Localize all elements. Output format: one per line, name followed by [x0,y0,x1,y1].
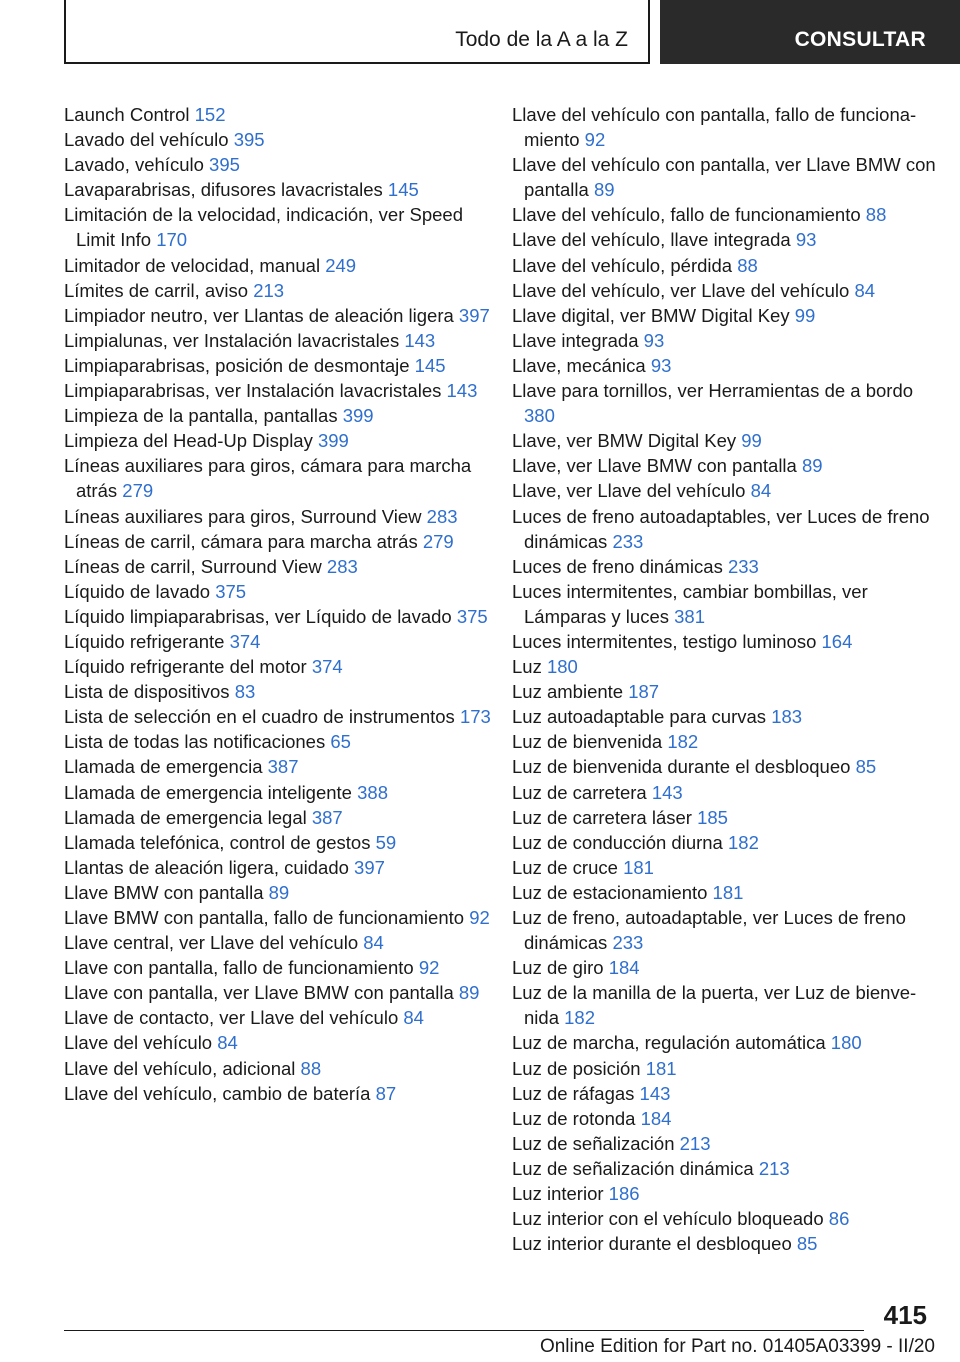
entry-page-link[interactable]: 65 [330,731,351,753]
entry-page-link[interactable]: 233 [612,530,644,552]
entry-term: Llave, ver Llave del vehículo [512,480,746,502]
entry-term: Llave, mecánica [512,354,646,376]
index-entry [64,980,504,1005]
entry-page-link[interactable]: 184 [640,1107,672,1129]
index-entry [512,328,942,353]
entry-term: Limpiaparabrisas, ver Instalación lavacristales [64,380,442,402]
index-entry [64,202,504,252]
entry-page-link[interactable]: 183 [771,706,803,728]
entry-page-link[interactable]: 99 [741,430,762,452]
entry-page-link[interactable]: 181 [645,1057,677,1079]
entry-term: Luz de bienvenida [512,731,663,753]
index-entry [64,1056,504,1081]
entry-page-link[interactable]: 374 [311,656,343,678]
index-entry [512,478,942,503]
index-entry [64,378,504,403]
entry-term: Lista de todas las notificaciones [64,731,326,753]
index-entry [512,955,942,980]
entry-page-link[interactable]: 86 [828,1208,850,1230]
index-entry [64,930,504,955]
entry-term: Llave del vehículo con pantalla, fallo de funcionamiento [512,104,917,151]
index-entry [512,1206,942,1231]
entry-page-link[interactable]: 85 [796,1233,818,1255]
index-entry [64,428,504,453]
entry-term: Líneas de carril, cámara para marcha atrás [64,530,418,552]
index-entry [512,905,942,955]
entry-term: Luz de rotonda [512,1107,636,1129]
entry-page-link[interactable]: 99 [794,304,816,326]
entry-term: Líquido refrigerante [64,630,225,652]
entry-page-link[interactable]: 173 [459,706,491,728]
index-entry [64,177,504,202]
entry-page-link[interactable]: 84 [363,932,384,954]
entry-term: Luz de giro [512,957,604,979]
entry-page-link[interactable]: 399 [342,405,374,427]
index-entry [64,152,504,177]
entry-page-link[interactable]: 283 [426,505,458,527]
entry-term: Luz autoadaptable para curvas [512,706,767,728]
entry-term: Llave digital, ver BMW Digital Key [512,304,790,326]
entry-term: Llave, ver Llave BMW con pantalla [512,455,797,477]
entry-term: Llantas de aleación ligera, cuidado [64,856,349,878]
index-entry [64,679,504,704]
entry-term: Llave de contacto, ver Llave del vehículo [64,1007,399,1029]
entry-page-link[interactable]: 184 [608,957,640,979]
entry-term: Lavaparabrisas, difusores lavacristales [64,179,383,201]
index-entry [512,980,942,1030]
entry-page-link[interactable]: 181 [712,881,744,903]
index-entry [64,880,504,905]
index-entry [64,127,504,152]
entry-page-link[interactable]: 92 [584,129,606,151]
entry-term: Luz de carretera [512,781,647,803]
entry-term: Llave del vehículo [64,1032,213,1054]
entry-term: Límites de carril, aviso [64,279,249,301]
entry-page-link[interactable]: 143 [404,329,436,351]
chapter-title: CONSULTAR [794,28,926,51]
index-entry [64,704,504,729]
entry-term: Limpieza de la pantalla, pantallas [64,405,338,427]
entry-page-link[interactable]: 182 [564,1007,595,1029]
entry-page-link[interactable]: 143 [651,781,683,803]
entry-term: Limitación de la velocidad, indicación, ver Speed Limit Info [64,204,464,251]
entry-page-link[interactable]: 143 [446,380,478,402]
entry-term: Llave del vehículo con pantalla, ver Llave BMW con pantalla [512,154,936,201]
index-entry [64,328,504,353]
index-entry [512,780,942,805]
index-entry [512,554,942,579]
page-number: 415 [883,1300,927,1330]
entry-term: Luz de posición [512,1057,641,1079]
index-entry [512,1181,942,1206]
entry-term: Luz de señalización dinámica [512,1157,754,1179]
entry-page-link[interactable]: 375 [456,605,488,627]
entry-term: Luz interior durante el desbloqueo [512,1233,792,1255]
entry-term: Luz de señalización [512,1132,675,1154]
entry-term: Llave con pantalla, ver Llave BMW con pantalla [64,982,454,1004]
index-entry [64,579,504,604]
index-entry [512,1030,942,1055]
entry-term: Llave del vehículo, pérdida [512,254,733,276]
index-entry [512,303,942,328]
section-title: Todo de la A a la Z [455,28,628,51]
index-entry [64,1005,504,1030]
entry-term: Llave, ver BMW Digital Key [512,430,737,452]
entry-term: Llave del vehículo, ver Llave del vehículo [512,279,850,301]
entry-term: Luces intermitentes, testigo luminoso [512,630,817,652]
index-entry [512,1131,942,1156]
entry-page-link[interactable]: 83 [234,681,256,703]
entry-term: Líneas auxiliares para giros, Surround View [64,505,422,527]
entry-page-link[interactable]: 185 [697,806,728,828]
index-entry [512,1231,942,1256]
index-entry [64,805,504,830]
index-entry [512,202,942,227]
index-entry [64,453,504,503]
index-entry [64,403,504,428]
entry-term: Llamada telefónica, control de gestos [64,831,371,853]
entry-page-link[interactable]: 59 [375,831,397,853]
entry-term: Luz de cruce [512,856,618,878]
entry-page-link[interactable]: 395 [209,154,240,176]
entry-term: Llave del vehículo, cambio de batería [64,1082,371,1104]
index-entry [64,1030,504,1055]
entry-term: Luz de freno, autoadaptable, ver Luces de freno dinámicas [512,907,906,954]
entry-term: Luz de marcha, regulación automática [512,1032,826,1054]
index-entry [512,1081,942,1106]
entry-page-link[interactable]: 89 [458,982,480,1004]
entry-term: Llamada de emergencia [64,756,263,778]
entry-term: Luz [512,656,542,678]
entry-page-link[interactable]: 145 [387,179,419,201]
index-entry [64,102,504,127]
header-section-box [64,0,650,64]
index-entry [64,253,504,278]
index-entry [512,453,942,478]
index-entry [512,353,942,378]
entry-term: Llave BMW con pantalla [64,881,264,903]
entry-term: Líquido refrigerante del motor [64,656,307,678]
entry-page-link[interactable]: 279 [422,530,454,552]
entry-term: Luz de bienvenida durante el desbloqueo [512,756,851,778]
entry-page-link[interactable]: 182 [667,731,699,753]
entry-page-link[interactable]: 87 [375,1082,397,1104]
entry-term: Luz de la manilla de la puerta, ver Luz de bienvenida [512,982,917,1029]
entry-term: Llave con pantalla, fallo de funcionamiento [64,957,414,979]
entry-term: Llave del vehículo, fallo de funcionamiento [512,204,861,226]
entry-page-link[interactable]: 397 [354,856,385,878]
entry-term: Limpiador neutro, ver Llantas de aleación ligera [64,304,454,326]
entry-page-link[interactable]: 170 [156,229,188,251]
entry-page-link[interactable]: 145 [414,354,446,376]
entry-page-link[interactable]: 84 [403,1007,424,1029]
entry-page-link[interactable]: 397 [458,304,490,326]
index-entry [512,102,942,152]
entry-term: Limpiaparabrisas, posición de desmontaje [64,354,410,376]
index-entry [512,1156,942,1181]
entry-term: Launch Control [64,104,190,125]
entry-page-link[interactable]: 388 [357,781,388,803]
entry-term: Luz de ráfagas [512,1082,635,1104]
index-entry [64,654,504,679]
index-entry [512,729,942,754]
entry-term: Luz de carretera láser [512,806,692,828]
index-entry [64,855,504,880]
entry-page-link[interactable]: 283 [326,555,358,577]
index-entry [64,754,504,779]
entry-page-link[interactable]: 164 [821,630,853,652]
index-entry [64,278,504,303]
footer-edition: Online Edition for Part no. 01405A03399 - II/20 [539,1336,935,1357]
entry-page-link[interactable]: 399 [317,430,349,452]
index-entry [512,880,942,905]
entry-term: Líquido de lavado [64,580,211,602]
entry-page-link[interactable]: 92 [418,957,440,979]
index-entry [64,529,504,554]
entry-page-link[interactable]: 84 [217,1032,238,1054]
entry-page-link[interactable]: 88 [737,254,758,276]
index-entry [512,679,942,704]
footer-divider [64,1330,864,1331]
entry-page-link[interactable]: 233 [727,555,759,577]
index-entry [64,780,504,805]
entry-term: Luz interior con el vehículo bloqueado [512,1208,824,1230]
entry-page-link[interactable]: 93 [643,329,665,351]
index-entry [64,303,504,328]
index-entry [512,504,942,554]
entry-page-link[interactable]: 152 [194,104,226,125]
entry-page-link[interactable]: 93 [650,354,672,376]
entry-page-link[interactable]: 181 [623,856,654,878]
index-entry [512,152,942,202]
entry-page-link[interactable]: 180 [546,656,578,678]
entry-term: Luces de freno autoadaptables, ver Luces de freno dinámicas [512,505,930,552]
entry-page-link[interactable]: 213 [679,1132,711,1154]
entry-term: Lista de selección en el cuadro de instrumentos [64,706,455,728]
entry-term: Líquido limpiaparabrisas, ver Líquido de lavado [64,605,452,627]
entry-term: Lista de dispositivos [64,681,230,703]
index-entry [64,629,504,654]
entry-page-link[interactable]: 89 [801,455,823,477]
index-entry [512,378,942,428]
entry-term: Llave del vehículo, llave integrada [512,229,791,251]
entry-page-link[interactable]: 84 [750,480,772,502]
entry-page-link[interactable]: 143 [639,1082,671,1104]
entry-page-link[interactable]: 85 [855,756,877,778]
entry-term: Llave para tornillos, ver Herramientas de a bordo [512,380,914,402]
entry-page-link[interactable]: 84 [854,279,876,301]
entry-page-link[interactable]: 187 [628,681,660,703]
index-entry [512,855,942,880]
entry-page-link[interactable]: 279 [122,480,154,502]
index-entry [64,604,504,629]
entry-page-link[interactable]: 88 [300,1057,322,1079]
entry-term: Llave central, ver Llave del vehículo [64,932,359,954]
entry-page-link[interactable]: 213 [253,279,285,301]
index-entry [512,704,942,729]
entry-term: Llamada de emergencia legal [64,806,307,828]
index-entry [64,955,504,980]
entry-term: Llave BMW con pantalla, fallo de funcionamiento [64,907,465,928]
entry-term: Limpieza del Head-Up Display [64,430,313,452]
entry-page-link[interactable]: 92 [469,907,490,928]
index-entry [64,1081,504,1106]
index-entry [512,754,942,779]
index-entry [512,253,942,278]
index-entry [512,805,942,830]
index-entry [64,729,504,754]
entry-page-link[interactable]: 88 [865,204,887,226]
index-entry [64,353,504,378]
entry-page-link[interactable]: 213 [758,1157,790,1179]
entry-term: Llamada de emergencia inteligente [64,781,352,803]
entry-term: Limitador de velocidad, manual [64,254,321,276]
entry-term: Líneas auxiliares para giros, cámara para marcha atrás [64,455,472,502]
entry-page-link[interactable]: 180 [830,1032,862,1054]
index-column-left [64,102,504,1106]
entry-term: Limpialunas, ver Instalación lavacristales [64,329,400,351]
index-entry [64,504,504,529]
entry-page-link[interactable]: 380 [524,405,555,427]
entry-term: Luz de conducción diurna [512,831,723,853]
entry-term: Luz de estacionamiento [512,881,708,903]
entry-page-link[interactable]: 182 [728,831,759,853]
index-entry [512,227,942,252]
entry-page-link[interactable]: 93 [795,229,817,251]
index-entry [512,579,942,629]
entry-term: Luces intermitentes, cambiar bombillas, ver Lámparas y luces [512,580,868,627]
entry-term: Lavado, vehículo [64,154,204,176]
header-chapter-tab[interactable] [660,0,960,64]
index-entry [512,1056,942,1081]
entry-page-link[interactable]: 381 [674,605,705,627]
entry-page-link[interactable]: 249 [325,254,357,276]
index-entry [64,905,504,930]
index-entry [512,830,942,855]
index-entry [512,1106,942,1131]
entry-term: Luz interior [512,1183,604,1205]
entry-page-link[interactable]: 233 [612,932,644,954]
entry-page-link[interactable]: 186 [608,1183,640,1205]
entry-page-link[interactable]: 387 [311,806,343,828]
index-entry [512,428,942,453]
entry-term: Luz ambiente [512,681,624,703]
entry-page-link[interactable]: 375 [215,580,247,602]
entry-page-link[interactable]: 387 [267,756,299,778]
entry-term: Llave del vehículo, adicional [64,1057,296,1079]
index-entry [64,554,504,579]
entry-page-link[interactable]: 89 [268,881,290,903]
index-entry [512,629,942,654]
entry-term: Llave integrada [512,329,639,351]
entry-page-link[interactable]: 374 [229,630,261,652]
entry-term: Luces de freno dinámicas [512,555,723,577]
index-entry [512,278,942,303]
entry-term: Lavado del vehículo [64,129,229,151]
entry-term: Líneas de carril, Surround View [64,555,322,577]
entry-page-link[interactable]: 395 [233,129,265,151]
index-entry [512,654,942,679]
entry-page-link[interactable]: 89 [593,179,615,201]
index-entry [64,830,504,855]
index-column-right [512,102,942,1256]
